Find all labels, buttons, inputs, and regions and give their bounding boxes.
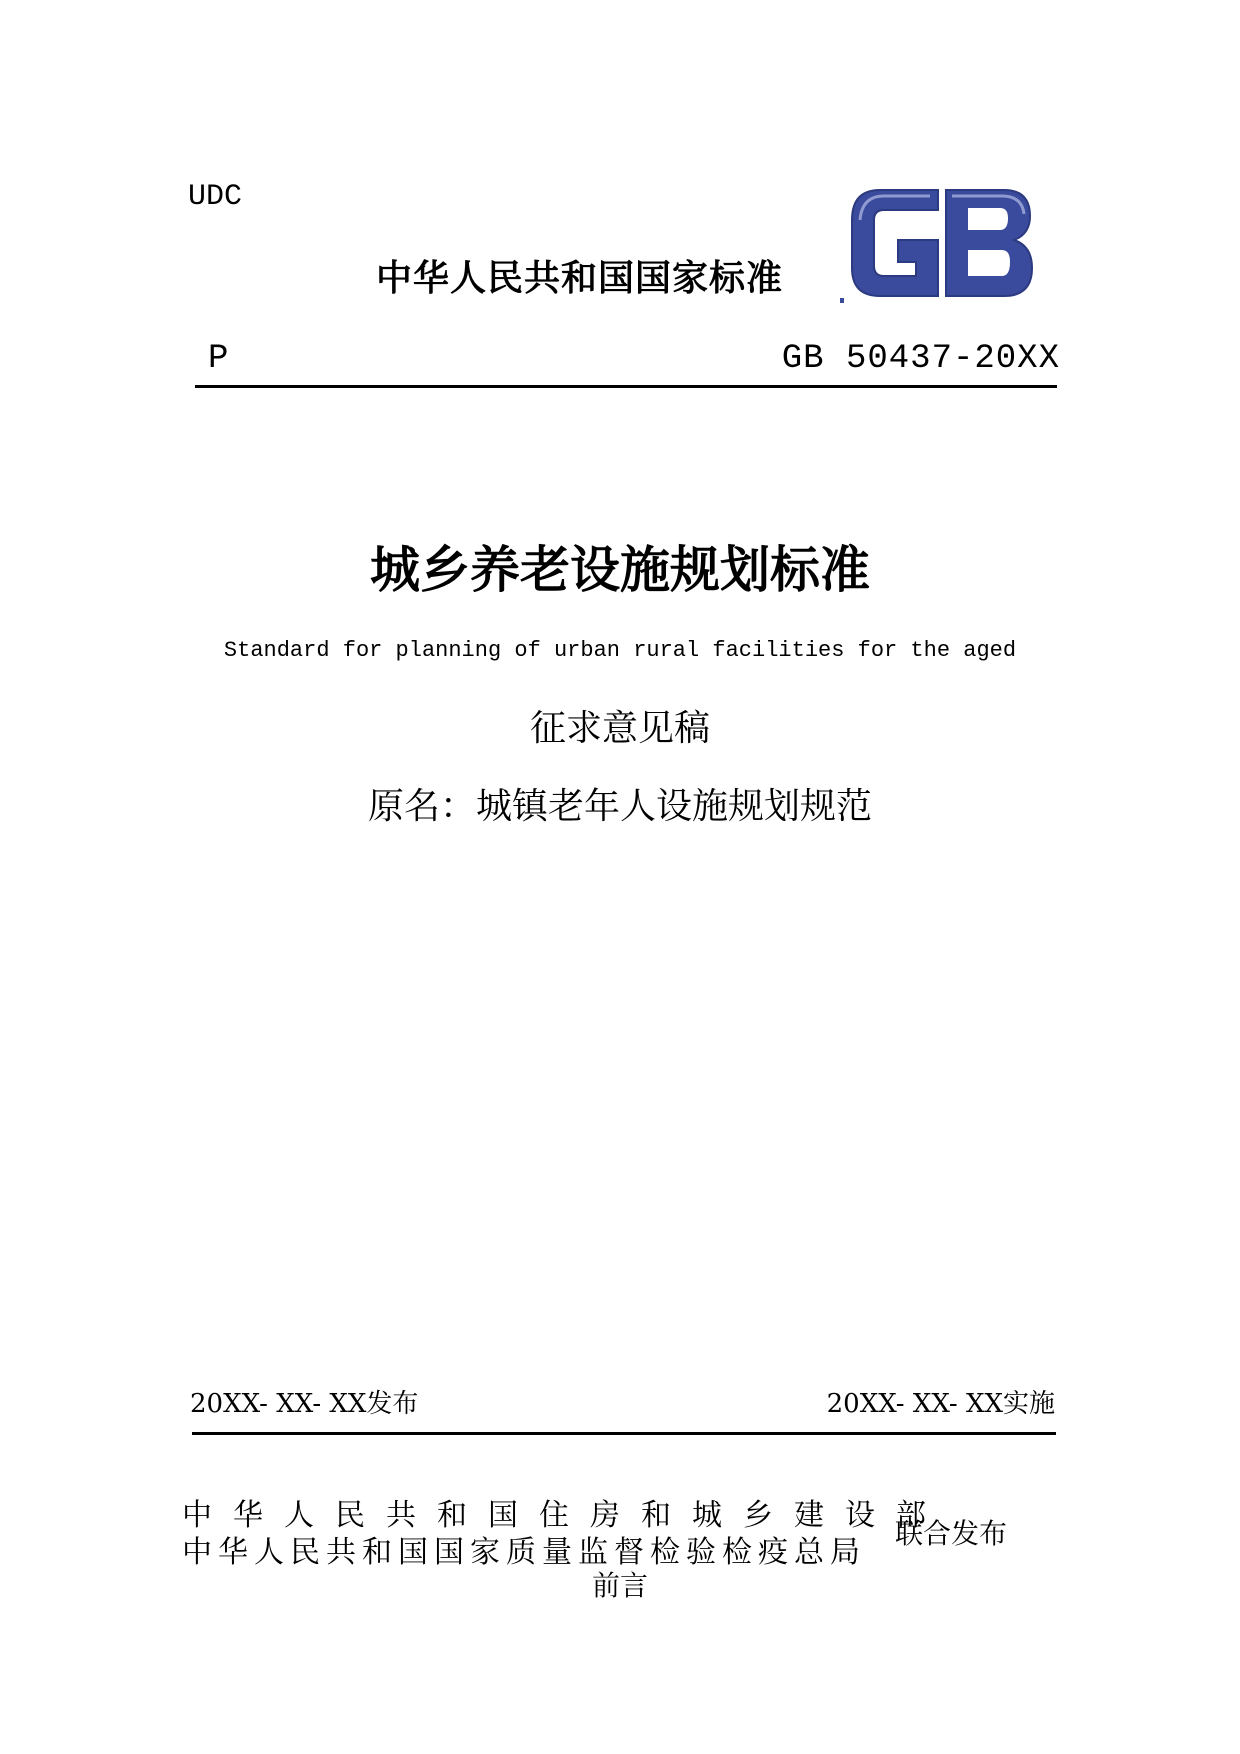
header-divider [195,385,1057,388]
issuer-quality-supervision: 中华人民共和国国家质量监督检验检疫总局 [182,1535,866,1570]
joint-issue-label: 联合发布 [895,1517,1008,1550]
preface-heading: 前言 [591,1569,648,1602]
gb-logo-icon [840,180,1040,305]
document-title: 城乡养老设施规划标准 [370,541,870,599]
footer-divider [192,1432,1056,1435]
national-standard-heading: 中华人民共和国国家标准 [376,258,784,299]
implementation-date: 20XX- XX- XX实施 [826,1389,1055,1419]
publish-date: 20XX- XX- XX发布 [190,1389,419,1419]
logo-letter-g [852,190,938,296]
logo-letter-b [946,190,1032,296]
standard-number: GB 50437-20XX [781,340,1060,378]
document-title-english: Standard for planning of urban rural facilities for the aged [223,638,1017,663]
issuer-ministry-housing: 中华人民共和国住房和城乡建设部 [182,1498,947,1533]
udc-label: UDC [188,180,243,214]
original-name: 原名：城镇老年人设施规划规范 [367,786,872,827]
classification-code: P [208,340,229,378]
draft-status: 征求意见稿 [529,708,710,749]
